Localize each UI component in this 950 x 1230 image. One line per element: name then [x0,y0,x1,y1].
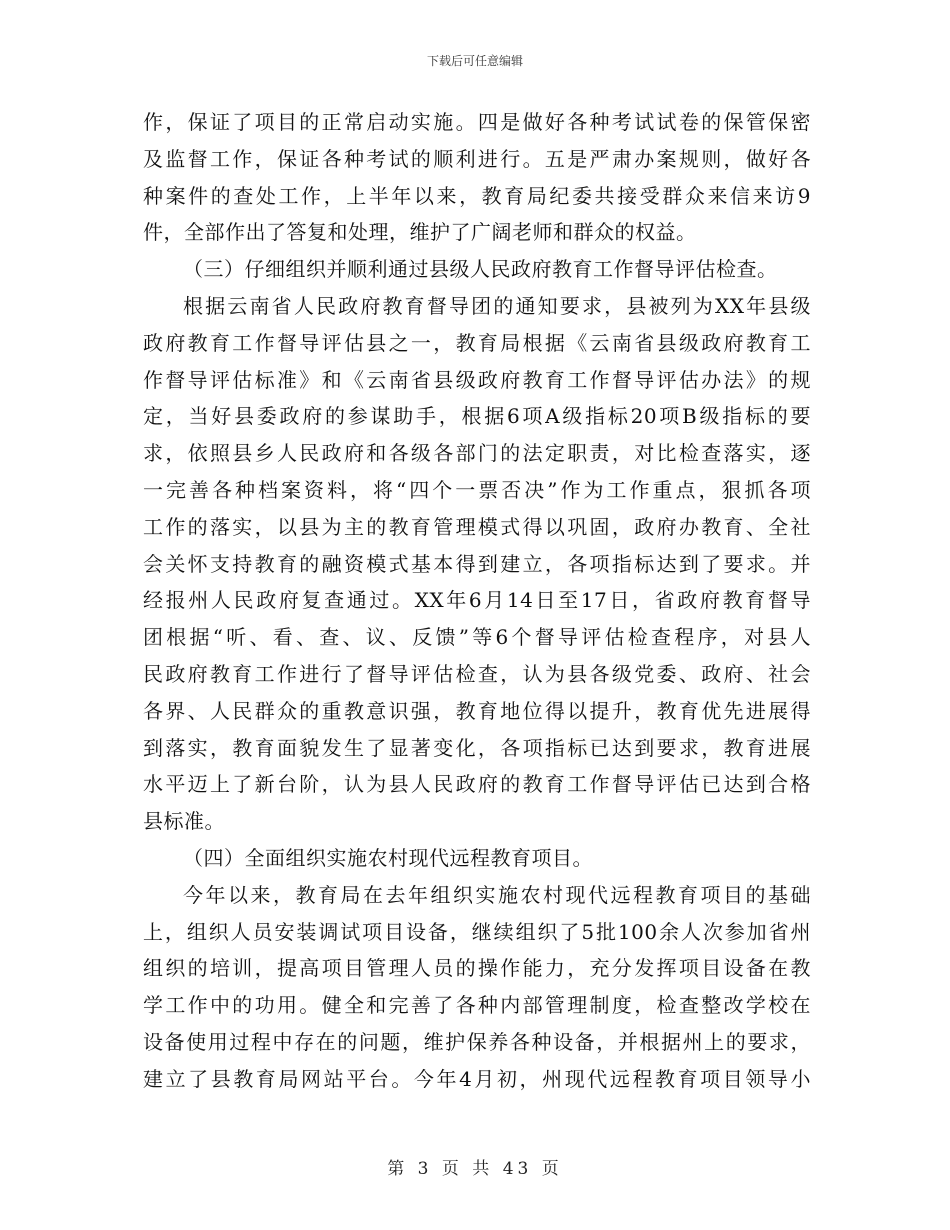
text-line: 到落实，教育面貌发生了显著变化，各项指标已达到要求，教育进展 [143,735,811,760]
text-line: 组织的培训，提高项目管理人员的操作能力，充分发挥项目设备在教 [143,956,811,981]
text-line: 民政府教育工作进行了督导评估检查，认为县各级党委、政府、社会 [143,661,811,686]
text-line: 种案件的查处工作，上半年以来，教育局纪委共接受群众来信来访9 [143,183,811,208]
text-line: 工作的落实，以县为主的教育管理模式得以巩固，政府办教育、全社 [143,514,811,539]
text-line: 定，当好县委政府的参谋助手，根据6项A级指标20项B级指标的要 [143,404,811,429]
page-number-footer: 第 3 页 共 43 页 [387,1159,563,1179]
text-line: 团根据“听、看、查、议、反馈”等6个督导评估检查程序，对县人 [143,625,811,650]
text-line: 求，依照县乡人民政府和各级各部门的法定职责，对比检查落实，逐 [143,441,811,466]
document-body [143,104,811,1098]
text-line: 政府教育工作督导评估县之一，教育局根据《云南省县级政府教育工 [143,330,811,355]
text-line: 作，保证了项目的正常启动实施。四是做好各种考试试卷的保管保密 [143,110,811,134]
section-heading-3: （三）仔细组织并顺利通过县级人民政府教育工作督导评估检查。 [183,257,778,282]
text-line: 件，全部作出了答复和处理，维护了广阔老师和群众的权益。 [143,220,697,245]
text-line: 及监督工作，保证各种考试的顺利进行。五是严肃办案规则，做好各 [143,146,811,171]
text-line: 一完善各种档案资料，将“四个一票否决”作为工作重点，狠抓各项 [143,477,811,502]
page-header-note: 下载后可任意编辑 [426,54,523,68]
text-line: 建立了县教育局网站平台。今年4月初，州现代远程教育项目领导小 [143,1066,811,1091]
text-line: 上，组织人员安装调试项目设备，继续组织了5批100余人次参加省州 [143,919,811,944]
text-line: 学工作中的功用。健全和完善了各种内部管理制度，检查整改学校在 [143,993,811,1018]
text-line: 会关怀支持教育的融资模式基本得到建立，各项指标达到了要求。并 [143,551,811,576]
text-line: 设备使用过程中存在的问题，维护保养各种设备，并根据州上的要求， [143,1029,811,1054]
text-line: 今年以来，教育局在去年组织实施农村现代远程教育项目的基础 [183,882,811,907]
text-line: 县标准。 [143,809,225,834]
text-line: 各界、人民群众的重教意识强，教育地位得以提升，教育优先进展得 [143,698,811,723]
text-line: 根据云南省人民政府教育督导团的通知要求，县被列为XX年县级 [183,293,811,318]
text-line: 作督导评估标准》和《云南省县级政府教育工作督导评估办法》的规 [143,367,811,392]
text-line: 水平迈上了新台阶，认为县人民政府的教育工作督导评估已达到合格 [143,772,811,797]
text-line: 经报州人民政府复查通过。XX年6月14日至17日，省政府教育督导 [143,588,811,613]
section-heading-4: （四）全面组织实施农村现代远程教育项目。 [183,845,593,870]
